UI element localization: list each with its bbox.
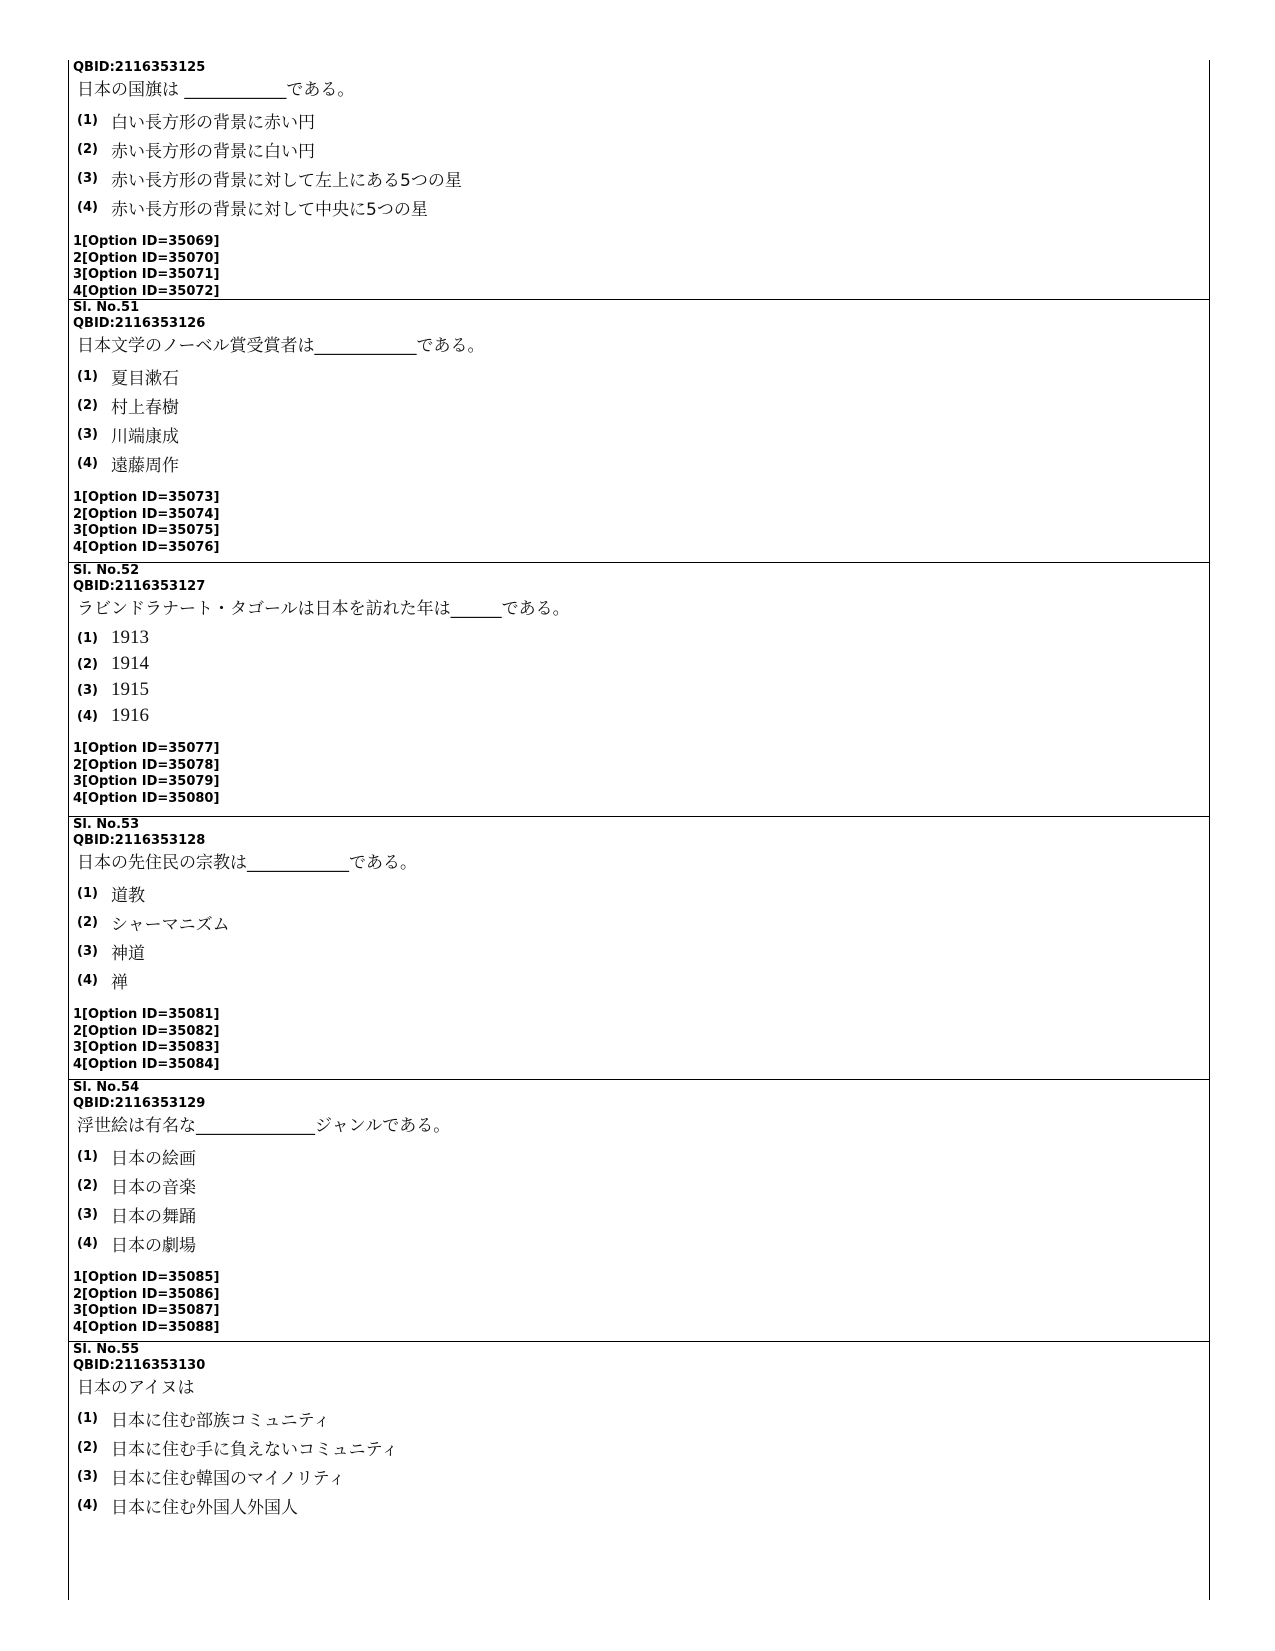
option [77,1491,1209,1520]
option [77,362,1209,391]
option-number: (3) [77,1469,98,1484]
option-id: 3[Option ID=35087] [73,1303,220,1318]
option-text: 日本の音楽 [111,1178,196,1198]
option [77,193,1209,222]
option-id: 2[Option ID=35082] [73,1023,220,1039]
option-ids [73,1007,1209,1073]
option-number: (1) [77,886,98,901]
option [77,391,1209,420]
option-id: 4[Option ID=35072] [73,283,220,299]
option-number: (3) [77,682,98,698]
option-text: 日本に住む韓国のマイノリティ [111,1469,346,1489]
option-text: シャーマニズム [111,915,230,935]
option [77,1229,1209,1258]
option-number: (4) [77,708,98,724]
option [77,135,1209,164]
option-number: (2) [77,915,98,930]
option-id: 3[Option ID=35079] [73,774,220,789]
qbid: QBID:2116353126 [73,316,206,331]
option-text: 日本の劇場 [111,1236,196,1256]
option-id: 4[Option ID=35084] [73,1056,220,1072]
option-number: (1) [77,113,98,128]
option-text: 赤い長方形の背景に対して左上にある5つの星 [111,171,462,191]
qbid: QBID:2116353130 [73,1358,206,1373]
option-text: 1913 [111,627,149,648]
option-text: 日本に住む手に負えないコミュニティ [111,1440,399,1460]
option-text: 道教 [111,886,145,906]
option-number: (1) [77,630,98,646]
question-block [69,60,1209,300]
option-id: 1[Option ID=35073] [73,490,220,505]
option-text: 禅 [111,973,128,993]
option [77,164,1209,193]
option-text: 日本の絵画 [111,1149,196,1169]
option-text: 遠藤周作 [111,456,179,476]
option-number: (2) [77,398,98,413]
serial-number: Sl. No.55 [73,1342,140,1357]
serial-number: Sl. No.52 [73,563,140,578]
option [77,879,1209,908]
option-number: (1) [77,1411,98,1426]
option-id: 2[Option ID=35078] [73,757,220,773]
serial-number: Sl. No.53 [73,817,140,832]
option-text: 日本に住む外国人外国人 [111,1498,298,1518]
option-number: (4) [77,1236,98,1251]
option [77,703,1209,729]
option-text: 赤い長方形の背景に白い円 [111,142,315,162]
option-text: 村上春樹 [111,398,179,418]
option [77,449,1209,478]
qbid: QBID:2116353125 [73,60,206,75]
option-number: (3) [77,427,98,442]
option [77,106,1209,135]
option-number: (1) [77,1149,98,1164]
question-text: 日本の国旗は ____________である。 [77,80,355,100]
option-id: 1[Option ID=35069] [73,234,220,249]
option [77,625,1209,651]
option-number: (2) [77,656,98,672]
option-text: 夏目漱石 [111,369,179,389]
serial-number: Sl. No.54 [73,1080,140,1095]
question-text: 日本文学のノーベル賞受賞者は____________である。 [77,336,485,356]
option-text: 日本の舞踊 [111,1207,196,1227]
option [77,1142,1209,1171]
option-id: 4[Option ID=35080] [73,790,220,806]
option [77,1433,1209,1462]
question-block [69,1342,1209,1580]
option-id: 1[Option ID=35085] [73,1270,220,1285]
option [77,1462,1209,1491]
option-number: (2) [77,1178,98,1193]
option-id: 2[Option ID=35074] [73,506,220,522]
option-number: (1) [77,369,98,384]
option-number: (3) [77,944,98,959]
question-text: ラビンドラナート・タゴールは日本を訪れた年は______である。 [77,599,570,619]
option-id: 3[Option ID=35075] [73,523,220,538]
option-text: 1915 [111,679,149,700]
option-text: 神道 [111,944,145,964]
question-block [69,1080,1209,1342]
option-text: 川端康成 [111,427,179,447]
question-sheet [68,60,1210,1600]
option [77,908,1209,937]
option [77,1200,1209,1229]
option-id: 2[Option ID=35086] [73,1286,220,1302]
option-number: (2) [77,1440,98,1455]
question-block [69,817,1209,1080]
option-text: 1914 [111,653,149,674]
option-text: 赤い長方形の背景に対して中央に5つの星 [111,200,428,220]
option-id: 4[Option ID=35076] [73,539,220,555]
question-text: 日本の先住民の宗教は____________である。 [77,853,417,873]
option-ids [73,1270,1209,1336]
question-text: 日本のアイヌは [77,1378,195,1398]
option-id: 1[Option ID=35077] [73,741,220,756]
qbid: QBID:2116353127 [73,579,206,594]
option-number: (3) [77,171,98,186]
option-text: 白い長方形の背景に赤い円 [111,113,315,133]
option [77,651,1209,677]
option-ids [73,741,1209,807]
option-id: 4[Option ID=35088] [73,1319,220,1335]
qbid: QBID:2116353128 [73,833,206,848]
option-number: (4) [77,1498,98,1513]
option-id: 3[Option ID=35071] [73,267,220,282]
question-block [69,563,1209,817]
option [77,1171,1209,1200]
option-ids [73,490,1209,556]
option-number: (4) [77,973,98,988]
serial-number: Sl. No.51 [73,300,140,315]
option [77,677,1209,703]
option [77,937,1209,966]
question-block [69,300,1209,563]
option-number: (4) [77,456,98,471]
option-ids [73,234,1209,300]
option [77,966,1209,995]
option-number: (4) [77,200,98,215]
question-text: 浮世絵は有名な______________ジャンルである。 [77,1116,451,1136]
option [77,1404,1209,1433]
option-id: 3[Option ID=35083] [73,1040,220,1055]
option-text: 1916 [111,705,149,726]
option [77,420,1209,449]
qbid: QBID:2116353129 [73,1096,206,1111]
option-id: 2[Option ID=35070] [73,250,220,266]
option-text: 日本に住む部族コミュニティ [111,1411,331,1431]
option-number: (2) [77,142,98,157]
option-number: (3) [77,1207,98,1222]
option-id: 1[Option ID=35081] [73,1007,220,1022]
